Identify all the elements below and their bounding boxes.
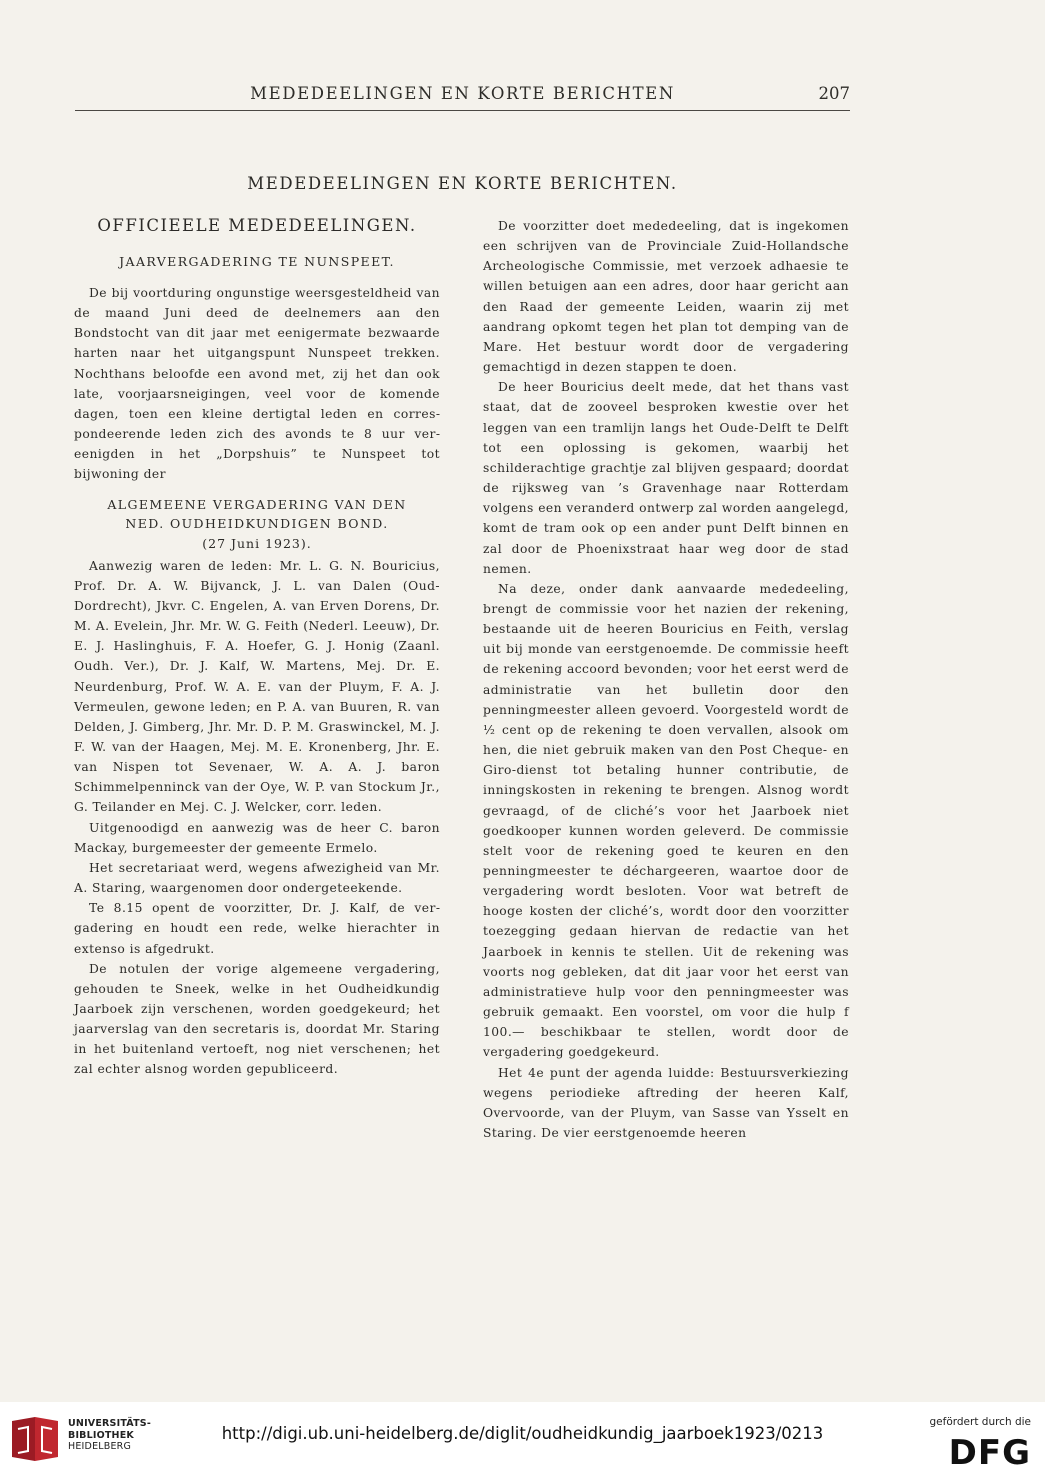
section-title: MEDEDEELINGEN EN KORTE BERICHTEN. (247, 174, 678, 193)
bond-heading: NED. OUDHEIDKUNDIGEN BOND. (125, 516, 389, 532)
page-number: 207 (818, 84, 850, 103)
general-meeting-heading: ALGEMEENE VERGADERING VAN DEN (107, 496, 407, 512)
right-column (483, 216, 849, 1143)
left-column (74, 215, 440, 1080)
running-head (75, 84, 850, 111)
paragraph: Aanwezig waren de leden: Mr. L. G. N. Bouricius, Prof. Dr. A. W. Bijvanck, J. L. van Dalen (Oud-Dordrecht), Jkvr. C. Engelen, A. van Erven Dorens, Dr. M. A. Evelein, Jhr. Mr. W. G. Feith (Nederl. Leeuw), Dr. E. J. Haslinghuis, F. A. Hoefer, G. J. Honig (Zaanl. Oudh. Ver.), Dr. J. Kalf, W. Martens, Mej. Dr. E. Neurdenburg, Prof. W. A. E. van der Pluym, F. A. J. Vermeulen, gewone leden; en P. A. van Buuren, R. van Delden, J. Gimberg, Jhr. Mr. D. P. M. Graswinckel, M. J. F. W. van der Haagen, Mej. M. E. Kronenberg, Jhr. E. van Nispen tot Sevenaer, W. A. A. J. baron Schimmelpenninck van der Oye, W. P. van Stockum Jr., G. Teilander en Mej. C. J. Welcker, corr. leden. (74, 558, 440, 815)
library-name: UNIVERSITÄTS- BIBLIOTHEK HEIDELBERG (68, 1418, 151, 1452)
running-head-title: MEDEDEELINGEN EN KORTE BERICHTEN (250, 84, 675, 103)
dfg-logo: DFG (948, 1433, 1031, 1473)
paragraph: Het 4e punt der agenda luidde: Bestuursverkiezing wegens periodieke aftreding der heeren Kalf, Overvoorde, van der Pluym, van Sasse van Ysselt en Staring. De vier eerstgenoemde heeren (483, 1065, 849, 1141)
paragraph: De voorzitter doet mededeeling, dat is ingekomen een schrijven van de Provinciale Zuid-Hollandsche Archeologische Commissie, met verzoek adhaesie te willen betuigen aan een adres, door haar gericht aan den Raad der gemeente Leiden, waarin zij met aandrang opkomt tegen het plan tot demping van de Mare. Het bestuur wordt door de vergadering gemachtigd in dezen stappen te doen. (483, 219, 849, 375)
funded-by-label: gefördert durch die (929, 1416, 1031, 1428)
meeting-date: (27 Juni 1923). (202, 535, 312, 551)
permalink-url[interactable]: http://digi.ub.uni-heidelberg.de/diglit/oudheidkundig_jaarboek1923/0213 (221, 1424, 824, 1443)
official-announcements-heading: OFFICIEELE MEDEDEELINGEN. (97, 216, 417, 235)
paragraph: Te 8.15 opent de voorzitter, Dr. J. Kalf, de vergadering en houdt een rede, welke hierachter in extenso is afgedrukt. (74, 901, 440, 956)
paragraph: Na deze, onder dank aanvaarde mededeeling, brengt de commissie voor het nazien der rekening, bestaande uit de heeren Bouricius en Feith, verslag uit bij monde van eerstgenoemde. De commissie heeft de rekening accoord bevonden; voor het eerst werd de administratie van het bulletin door den penningmeester alleen gevoerd. Voorgesteld wordt de ½ cent op de rekening te doen vervallen, alsook om hen, die niet gebruik maken van den Post Cheque- en Giro-dienst tot betaling hunner contributie, de inningskosten in rekening te brengen. Alsnog wordt gevraagd, of de cliché’s voor het Jaarboek niet goedkooper kunnen worden geleverd. De commissie stelt voor de rekening goed te keuren en den penningmeester te déchargeeren, waartoe door de vergadering wordt besloten. Voor wat betreft de hooge kosten der cliché’s, wordt door den voorzitter toezegging gedaan hiervan de redactie van het Jaarboek in kennis te stellen. Uit de rekening was voorts nog gebleken, dat dit jaar voor het eerst van administratieve hulp voor den penningmeester was gebruik gemaakt. Een voorstel, om voor die hulp f 100.— beschikbaar te stellen, wordt door de vergadering goedgekeurd. (483, 581, 849, 1060)
paragraph: Uitgenoodigd en aanwezig was de heer C. baron Mackay, burgemeester der gemeente Ermelo. (74, 820, 440, 855)
paragraph: De bij voortduring ongunstige weersgesteldheid van de maand Juni deed de deelnemers aan den Bondstocht van dit jaar met eenigermate bezwaarde harten naar het uitgangspunt Nunspeet trekken. Nochthans beloofde een avond met, zij het dan ook late, voorjaarsneigingen, veel voor de komende dagen, toen een kleine dertigtal leden en correspondeerende leden zich des avonds te 8 uur vereenigden in het „Dorpshuis” te Nunspeet tot bijwoning der (74, 286, 440, 482)
annual-meeting-heading: JAARVERGADERING TE NUNSPEET. (119, 254, 395, 269)
paragraph: De notulen der vorige algemeene vergadering, gehouden te Sneek, welke in het Oudheidkundig Jaarboek zijn verschenen, worden goedgekeurd; het jaarverslag van den secretaris is, doordat Mr. Staring in het buitenland vertoeft, nog niet verschenen; het zal echter alsnog worden gepubliceerd. (74, 961, 440, 1077)
paragraph: Het secretariaat werd, wegens afwezigheid van Mr. A. Staring, waargenomen door ondergeteekende. (74, 860, 440, 896)
university-library-logo-icon (10, 1413, 60, 1463)
paragraph: De heer Bouricius deelt mede, dat het thans vast staat, dat de zooveel besproken kwestie over het leggen van een tramlijn langs het Oude-Delft te Delft tot een oplossing is gekomen, waarbij het schilderachtige grachtje zal blijven gespaard; doordat de rijksweg van ’s Gravenhage naar Rotterdam volgens een veranderd ontwerp zal worden aangelegd, komt de tram ook op een ander punt Delft binnen en zal door de Phoenixstraat haar weg door de stad nemen. (483, 380, 849, 576)
